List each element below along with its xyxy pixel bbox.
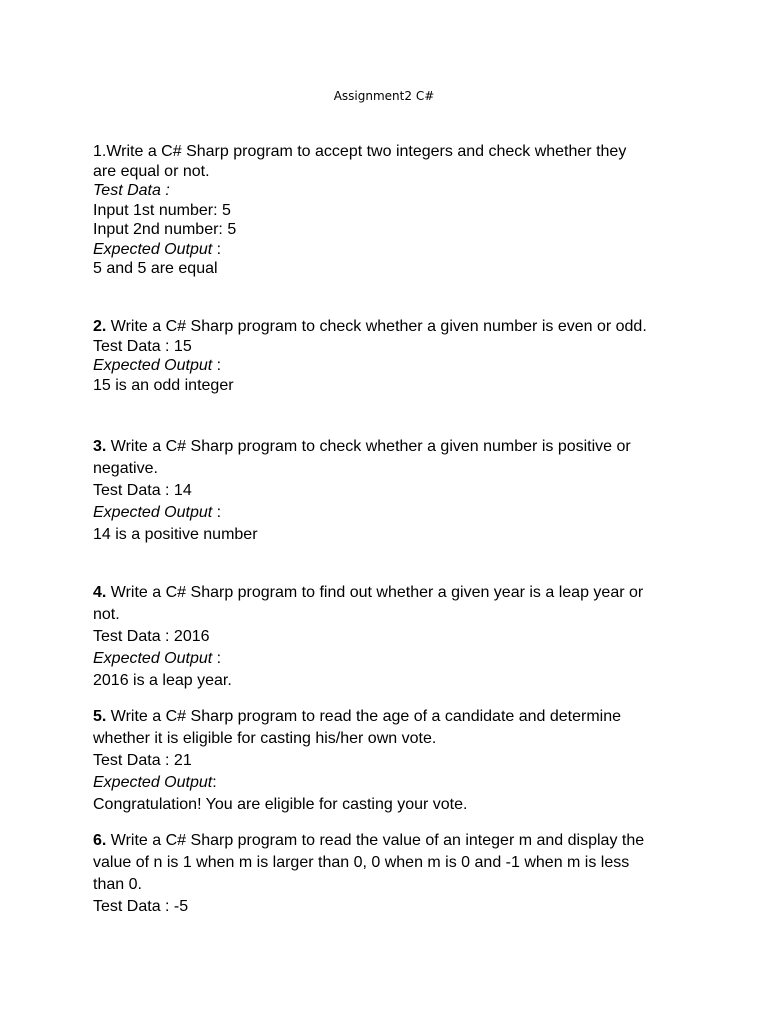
question-5-expected-suffix: :: [212, 774, 217, 791]
question-4: [93, 582, 683, 692]
question-4-expected-label: Expected Output: [93, 650, 213, 667]
question-4-number: 4.: [93, 584, 107, 601]
question-2-expected-label: Expected Output: [93, 357, 213, 374]
question-1-expected-suffix: :: [212, 240, 222, 258]
question-1: [93, 142, 683, 279]
question-1-input-2: Input 2nd number: 5: [93, 221, 237, 238]
question-2-test-data: Test Data : 15: [93, 337, 192, 355]
question-3-expected-output: [93, 502, 683, 524]
question-2-expected-suffix: :: [212, 357, 222, 374]
question-4-output: 2016 is a leap year.: [93, 672, 232, 689]
question-1-output: 5 and 5 are equal: [93, 260, 218, 277]
question-2: [93, 317, 683, 395]
page-title: Assignment2 C#: [333, 89, 435, 103]
question-5-expected-output: [93, 772, 683, 794]
question-3-prompt-line-2: negative.: [93, 460, 158, 477]
question-5-output: Congratulation! You are eligible for casting your vote.: [93, 796, 468, 813]
question-2-number: 2.: [93, 318, 107, 335]
question-6: [93, 830, 683, 918]
question-1-prompt-line-2: are equal or not.: [93, 162, 210, 180]
question-5-prompt-line-2: whether it is eligible for casting his/her own vote.: [93, 730, 437, 747]
question-1-test-data-label: Test Data :: [93, 182, 170, 199]
question-3-prompt-line-1: [93, 436, 683, 458]
question-5-test-data: Test Data : 21: [93, 752, 192, 769]
question-3-test-data: Test Data : 14: [93, 482, 192, 499]
question-5-prompt-line-1: [93, 706, 683, 728]
question-3: [93, 436, 683, 546]
question-3-expected-suffix: :: [212, 504, 222, 521]
question-4-prompt-text-1: Write a C# Sharp program to find out whether a given year is a leap year or: [106, 584, 644, 601]
question-6-prompt-line-3: than 0.: [93, 876, 142, 893]
question-6-prompt-line-1: [93, 830, 683, 852]
question-4-test-data: Test Data : 2016: [93, 628, 210, 645]
question-2-output: 15 is an odd integer: [93, 376, 234, 394]
question-2-prompt-line-1: [93, 317, 683, 337]
question-6-prompt-line-2: value of n is 1 when m is larger than 0, 0 when m is 0 and -1 when m is less: [93, 854, 630, 871]
question-5: [93, 706, 683, 816]
question-3-number: 3.: [93, 438, 107, 455]
question-1-expected-label: Expected Output: [93, 240, 213, 258]
question-5-prompt-text-1: Write a C# Sharp program to read the age of a candidate and determine: [106, 708, 622, 725]
question-3-prompt-text-1: Write a C# Sharp program to check whether a given number is positive or: [106, 438, 631, 455]
question-5-expected-label: Expected Output: [93, 774, 213, 791]
question-2-expected-output: [93, 356, 683, 376]
question-5-number: 5.: [93, 708, 107, 725]
question-3-output: 14 is a positive number: [93, 526, 258, 543]
question-1-number: 1.: [93, 143, 107, 160]
question-4-prompt-line-2: not.: [93, 606, 120, 623]
question-2-prompt-text-1: Write a C# Sharp program to check whether a given number is even or odd.: [106, 318, 647, 335]
question-6-number: 6.: [93, 832, 107, 849]
question-1-expected-output: [93, 240, 683, 260]
question-4-prompt-line-1: [93, 582, 683, 604]
question-3-expected-label: Expected Output: [93, 504, 213, 521]
question-6-test-data: Test Data : -5: [93, 898, 189, 915]
question-4-expected-output: [93, 648, 683, 670]
question-1-input-1: Input 1st number: 5: [93, 201, 231, 219]
question-1-prompt-text-1: Write a C# Sharp program to accept two integers and check whether they: [106, 143, 627, 160]
question-4-expected-suffix: :: [212, 650, 222, 667]
question-1-prompt-line-1: [93, 142, 683, 162]
question-6-prompt-text-1: Write a C# Sharp program to read the value of an integer m and display the: [106, 832, 645, 849]
